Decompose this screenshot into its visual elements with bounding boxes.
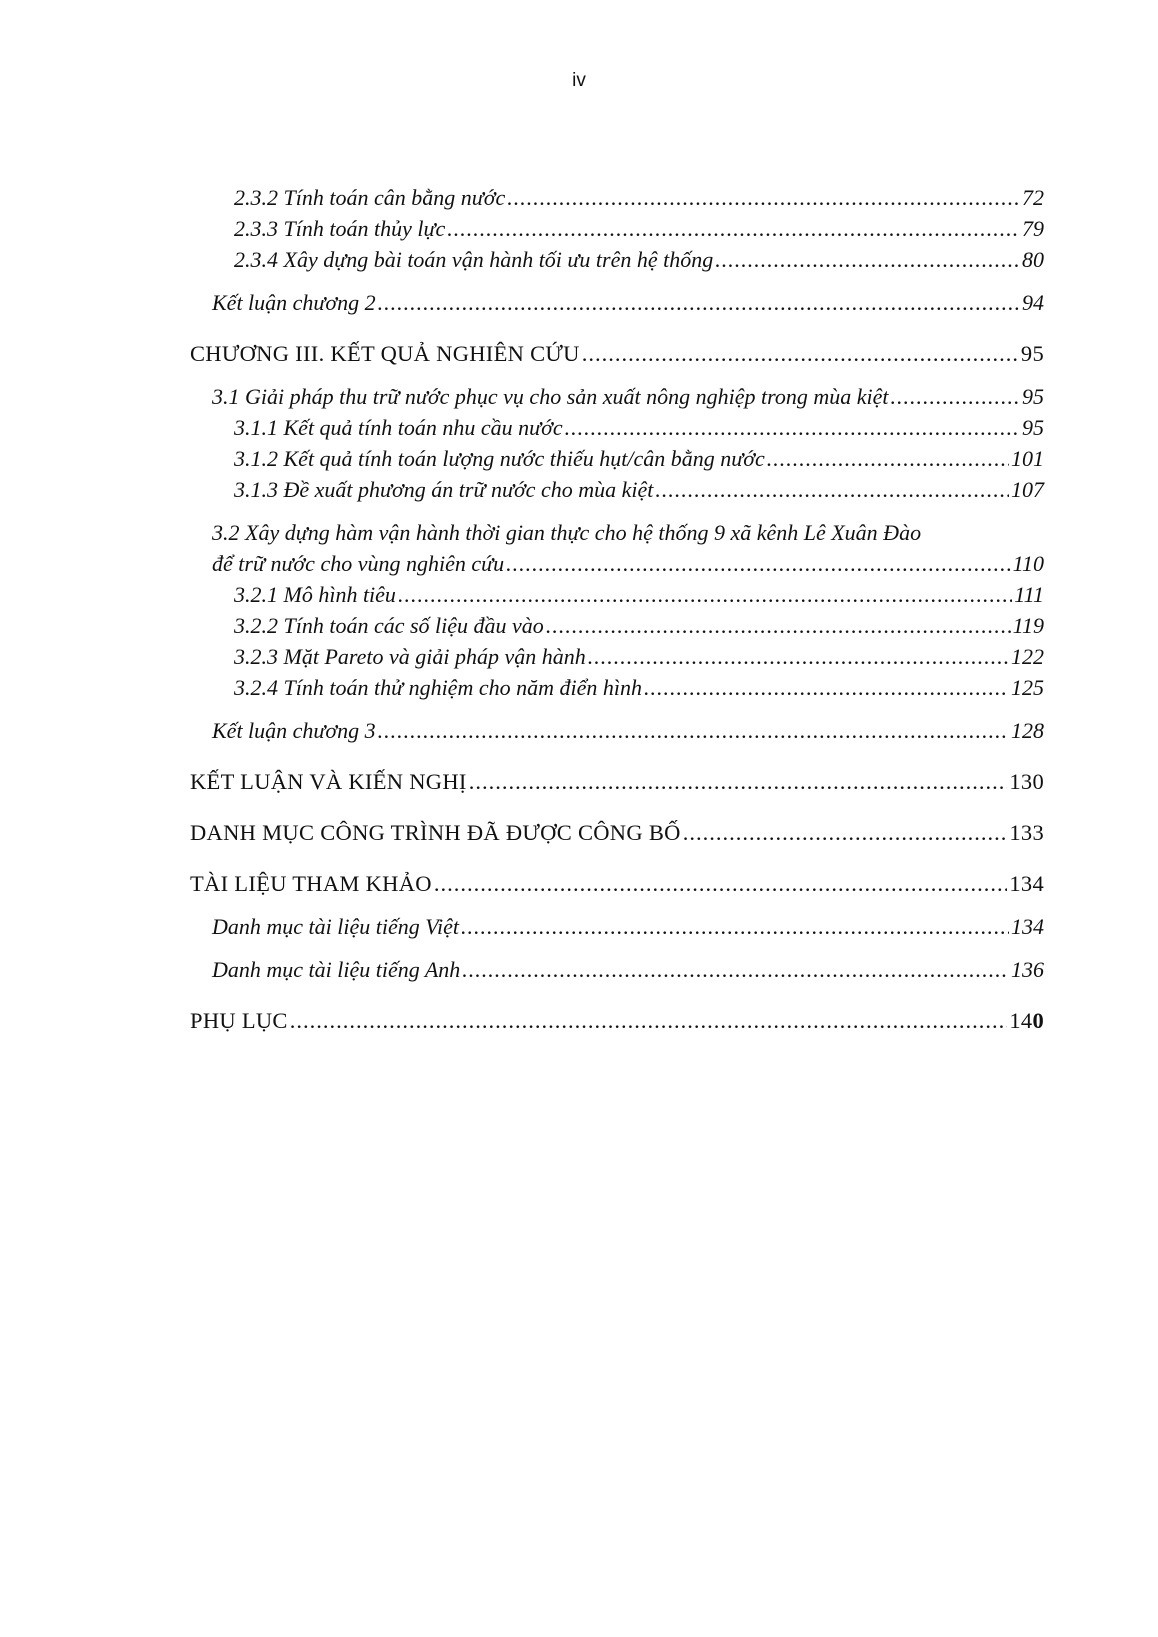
dot-leader	[644, 672, 1009, 703]
toc-entry-title: TÀI LIỆU THAM KHẢO	[190, 871, 432, 896]
toc-entry-page: 95	[1020, 341, 1044, 366]
toc-entry-page: 101	[1011, 446, 1044, 471]
toc-entry-page: 110	[1012, 551, 1044, 576]
toc-entry-chuong-3[interactable]	[190, 338, 1044, 369]
toc-entry-title: 3.1.2 Kết quả tính toán lượng nước thiếu hụt/cân bằng nước	[234, 446, 765, 471]
dot-leader	[462, 954, 1009, 985]
toc-entry-danh-muc-cong-trinh[interactable]	[190, 817, 1044, 848]
toc-entry-page: 80	[1022, 247, 1044, 272]
toc-entry-title: 2.3.2 Tính toán cân bằng nước	[234, 185, 506, 210]
toc-entry-page: 95	[1022, 415, 1044, 440]
toc-entry-page: 107	[1011, 477, 1044, 502]
toc-entry-ket-luan-chuong-3[interactable]	[190, 715, 1044, 746]
toc-entry-3-2-4[interactable]	[190, 672, 1044, 703]
page-number: iv	[572, 70, 586, 91]
toc-entry-3-2[interactable]	[190, 517, 1044, 579]
toc-entry-page: 128	[1011, 718, 1044, 743]
toc-entry-page: 125	[1011, 675, 1044, 700]
toc-entry-page: 122	[1011, 644, 1044, 669]
toc-entry-2-3-3[interactable]	[190, 213, 1044, 244]
toc-entry-page: 95	[1022, 384, 1044, 409]
dot-leader	[683, 817, 1008, 848]
toc-entry-3-1-2[interactable]	[190, 443, 1044, 474]
toc-entry-title: 3.2.1 Mô hình tiêu	[234, 582, 396, 607]
toc-entry-title: Danh mục tài liệu tiếng Việt	[212, 914, 460, 939]
dot-leader	[715, 244, 1020, 275]
dot-leader	[398, 579, 1012, 610]
toc-entry-page: 133	[1009, 820, 1044, 845]
toc-entry-title: 2.3.3 Tính toán thủy lực	[234, 216, 446, 241]
toc-entry-title: 3.2.3 Mặt Pareto và giải pháp vận hành	[234, 644, 586, 669]
dot-leader	[655, 474, 1009, 505]
toc-entry-page: 72	[1022, 185, 1044, 210]
dot-leader	[588, 641, 1009, 672]
toc-entry-page-part: 14	[1009, 1008, 1033, 1033]
toc-entry-title-line2: để trữ nước cho vùng nghiên cứu	[212, 551, 505, 576]
toc-entry-page: 134	[1009, 871, 1044, 896]
toc-entry-tai-lieu-tieng-viet[interactable]	[190, 911, 1044, 942]
toc-entry-page: 94	[1022, 290, 1044, 315]
toc-entry-title: CHƯƠNG III. KẾT QUẢ NGHIÊN CỨU	[190, 341, 580, 366]
toc-entry-title: 3.1.3 Đề xuất phương án trữ nước cho mùa kiệt	[234, 477, 654, 502]
toc-entry-page: 134	[1011, 914, 1044, 939]
dot-leader	[507, 182, 1020, 213]
toc-entry-phu-luc[interactable]	[190, 1005, 1044, 1036]
toc-entry-title: 3.2.2 Tính toán các số liệu đầu vào	[234, 613, 544, 638]
toc-entry-3-1[interactable]	[190, 381, 1044, 412]
dot-leader	[461, 911, 1009, 942]
toc-entry-ket-luan-chuong-2[interactable]	[190, 287, 1044, 318]
dot-leader	[378, 287, 1020, 318]
dot-leader	[546, 610, 1011, 641]
dot-leader	[506, 548, 1011, 579]
dot-leader	[290, 1005, 1008, 1036]
toc-entry-page: 79	[1022, 216, 1044, 241]
toc-entry-title: 3.2.4 Tính toán thử nghiệm cho năm điển hình	[234, 675, 642, 700]
toc-entry-title: DANH MỤC CÔNG TRÌNH ĐÃ ĐƯỢC CÔNG BỐ	[190, 820, 681, 845]
dot-leader	[469, 766, 1008, 797]
toc-entry-title-line1: 3.2 Xây dựng hàm vận hành thời gian thực cho hệ thống 9 xã kênh Lê Xuân Đào	[212, 520, 922, 545]
table-of-contents	[190, 182, 1044, 1036]
toc-entry-title: KẾT LUẬN VÀ KIẾN NGHỊ	[190, 769, 467, 794]
toc-entry-title: 3.1.1 Kết quả tính toán nhu cầu nước	[234, 415, 563, 440]
toc-entry-page: 136	[1011, 957, 1044, 982]
toc-entry-page: 119	[1012, 613, 1044, 638]
toc-entry-page	[1009, 1005, 1044, 1036]
toc-entry-title: Danh mục tài liệu tiếng Anh	[212, 957, 461, 982]
toc-entry-3-1-1[interactable]	[190, 412, 1044, 443]
toc-entry-page: 111	[1014, 582, 1044, 607]
dot-leader	[891, 381, 1020, 412]
toc-entry-title: 2.3.4 Xây dựng bài toán vận hành tối ưu trên hệ thống	[234, 247, 714, 272]
toc-entry-title: Kết luận chương 2	[212, 290, 376, 315]
toc-entry-tai-lieu-tieng-anh[interactable]	[190, 954, 1044, 985]
toc-entry-3-1-3[interactable]	[190, 474, 1044, 505]
toc-entry-3-2-2[interactable]	[190, 610, 1044, 641]
dot-leader	[582, 338, 1019, 369]
toc-entry-title: PHỤ LỤC	[190, 1008, 288, 1033]
toc-entry-page: 130	[1009, 769, 1044, 794]
toc-entry-ket-luan-kien-nghi[interactable]	[190, 766, 1044, 797]
dot-leader	[565, 412, 1020, 443]
toc-entry-title: 3.1 Giải pháp thu trữ nước phục vụ cho sản xuất nông nghiệp trong mùa kiệt	[212, 384, 889, 409]
toc-entry-title: Kết luận chương 3	[212, 718, 376, 743]
dot-leader	[378, 715, 1009, 746]
toc-entry-3-2-3[interactable]	[190, 641, 1044, 672]
toc-entry-2-3-2[interactable]	[190, 182, 1044, 213]
toc-entry-tai-lieu-tham-khao[interactable]	[190, 868, 1044, 899]
toc-entry-page-part-bold: 0	[1032, 1008, 1044, 1033]
toc-entry-2-3-4[interactable]	[190, 244, 1044, 275]
toc-entry-3-2-1[interactable]	[190, 579, 1044, 610]
dot-leader	[434, 868, 1008, 899]
dot-leader	[447, 213, 1020, 244]
dot-leader	[767, 443, 1009, 474]
